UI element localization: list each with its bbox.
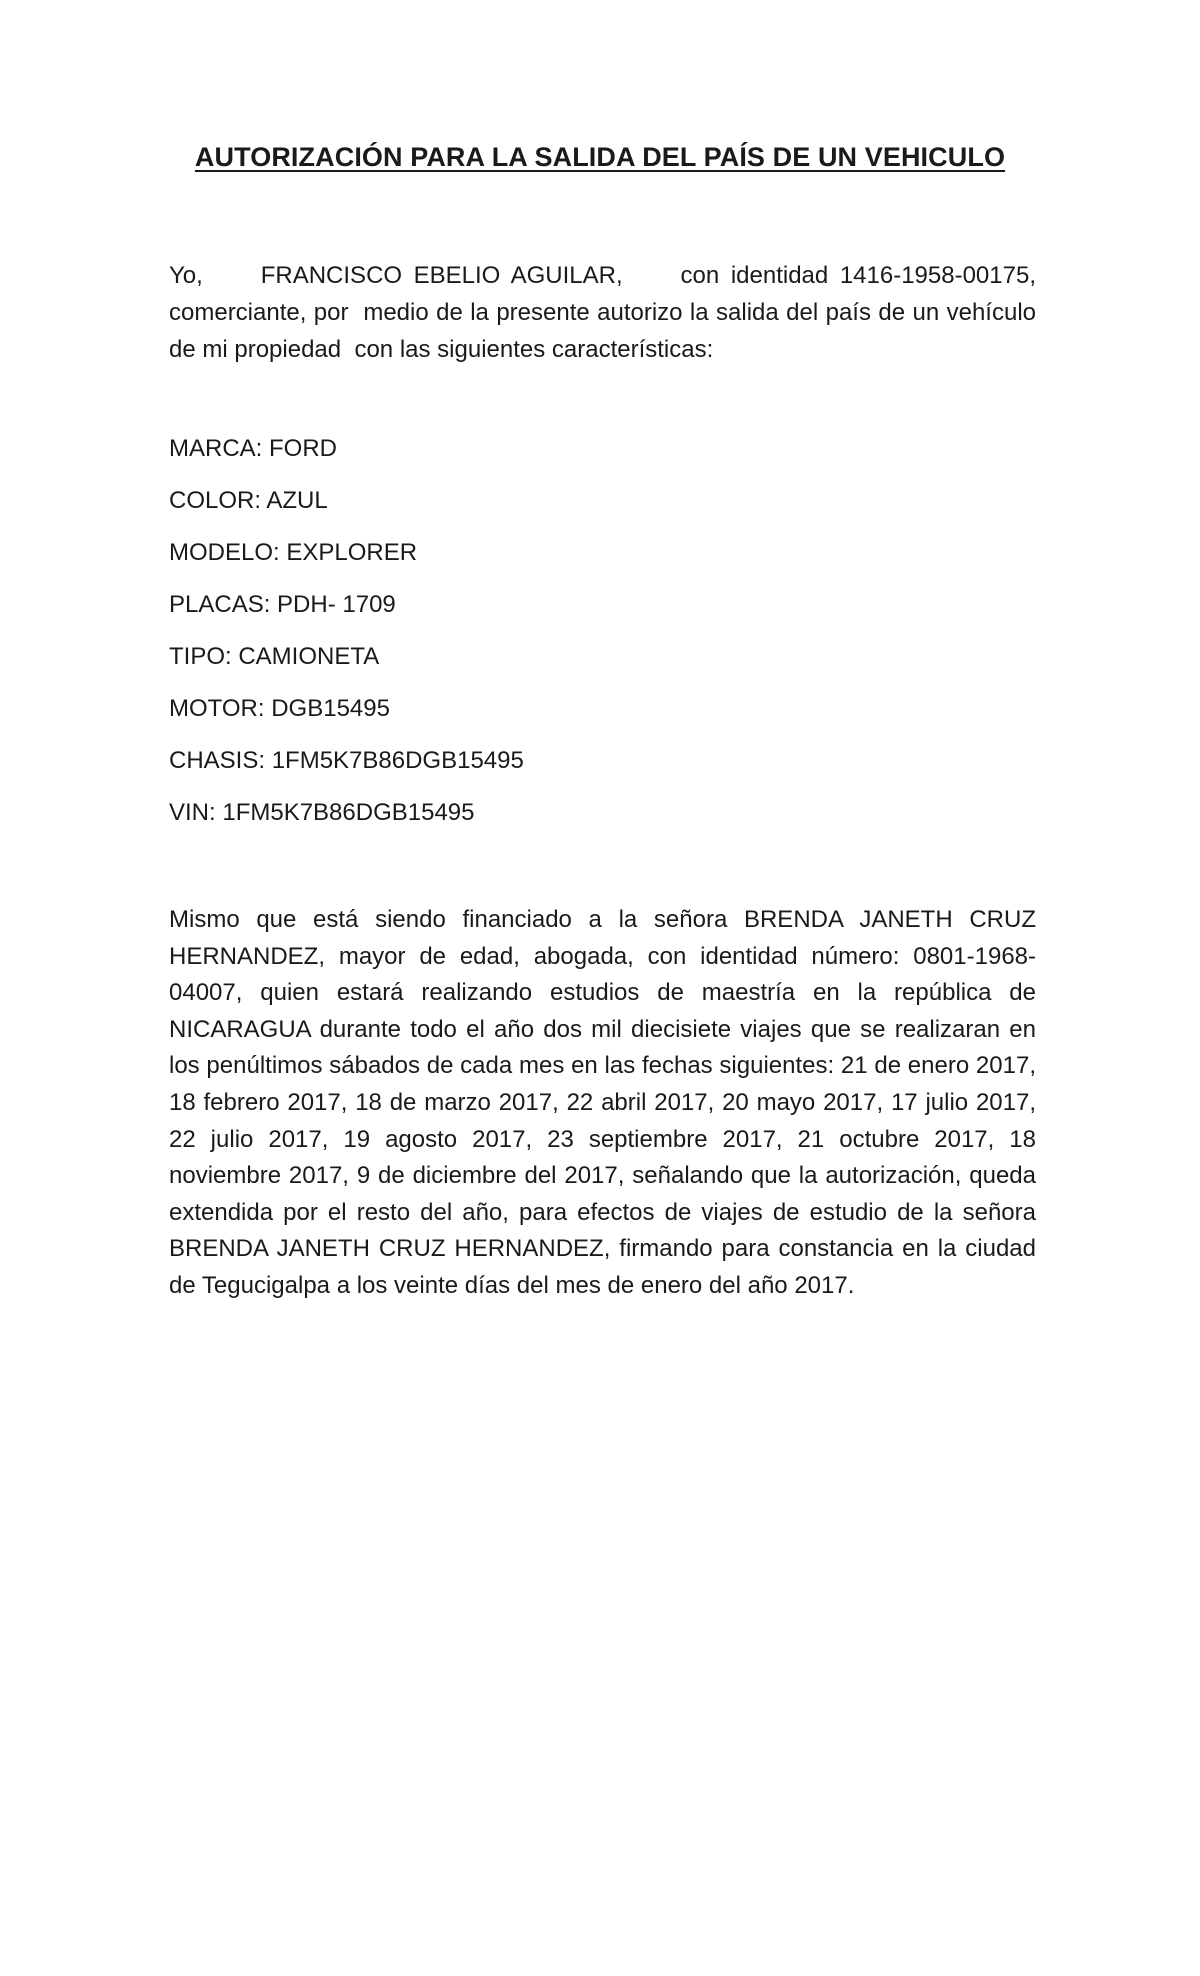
field-color: COLOR: AZUL: [169, 487, 328, 514]
field-marca: MARCA: FORD: [169, 435, 337, 462]
field-placas: PLACAS: PDH- 1709: [169, 591, 396, 618]
field-chasis: CHASIS: 1FM5K7B86DGB15495: [169, 747, 524, 774]
vehicle-details-list: [169, 434, 1036, 850]
body-paragraph: Mismo que está siendo financiado a la señora BRENDA JANETH CRUZ HERNANDEZ, mayor de edad, abogada, con identidad número: 0801-1968-04007, quien estará realizando estudios de maestría en la república de NICARAGUA durante todo el año dos mil diecisiete viajes que se realizaran en los penúltimos sábados de cada mes en las fechas siguientes: 21 de enero 2017, 18 febrero 2017, 18 de marzo 2017, 22 abril 2017, 20 mayo 2017, 17 julio 2017, 22 julio 2017, 19 agosto 2017, 23 septiembre 2017, 21 octubre 2017, 18 noviembre 2017, 9 de diciembre del 2017, señalando que la autorización, queda extendida por el resto del año, para efectos de viajes de estudio de la señora BRENDA JANETH CRUZ HERNANDEZ, firmando para constancia en la ciudad de Tegucigalpa a los veinte días del mes de enero del año 2017.: [169, 906, 1036, 1299]
field-tipo: TIPO: CAMIONETA: [169, 643, 380, 670]
field-motor: MOTOR: DGB15495: [169, 695, 390, 722]
document-title: AUTORIZACIÓN PARA LA SALIDA DEL PAÍS DE UN VEHICULO: [194, 142, 1006, 172]
field-modelo: MODELO: EXPLORER: [169, 539, 418, 566]
intro-paragraph: Yo, FRANCISCO EBELIO AGUILAR, con identidad 1416-1958-00175, comerciante, por medio de la presente autorizo la salida del país de un vehículo de mi propiedad con las siguientes características:: [169, 262, 1043, 363]
field-vin: VIN: 1FM5K7B86DGB15495: [169, 799, 475, 826]
